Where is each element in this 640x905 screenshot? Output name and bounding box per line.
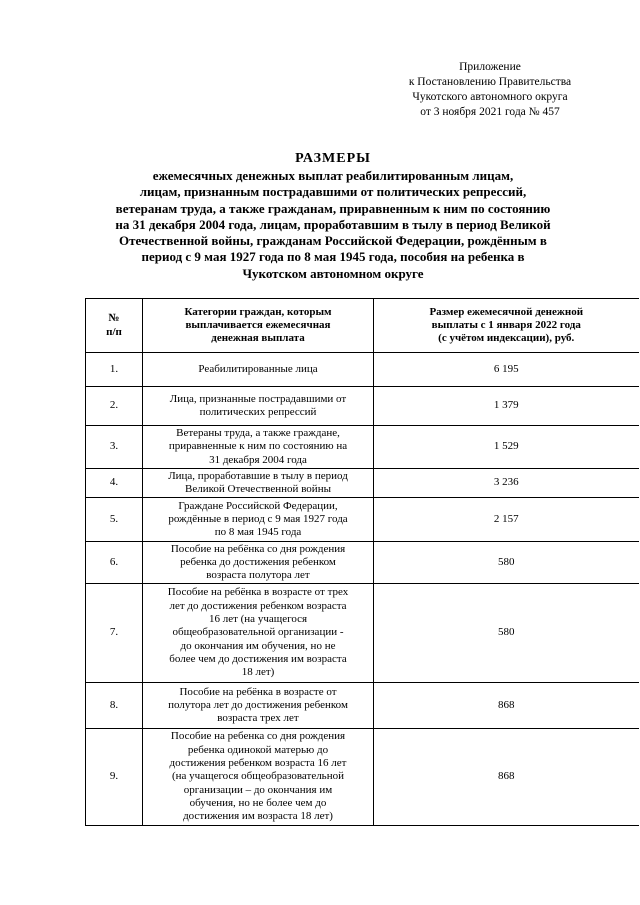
appendix-block	[380, 60, 600, 120]
category-line: достижения им возраста 18 лет)	[183, 810, 333, 823]
category-line: возраста трех лет	[217, 712, 299, 725]
appendix-line: Приложение	[459, 61, 521, 73]
payments-table-wrapper	[85, 298, 639, 826]
header-text: №	[108, 312, 120, 325]
table-header-row	[86, 299, 639, 353]
subtitle-line: лицам, признанным пострадавшими от политических репрессий,	[139, 184, 527, 200]
header-text: п/п	[106, 325, 122, 338]
row-number: 3.	[86, 426, 143, 469]
row-number: 5.	[86, 498, 143, 542]
category-line: Пособие на ребенка со дня рождения	[170, 730, 346, 743]
header-text: выплаты с 1 января 2022 года	[431, 318, 581, 331]
row-amount: 580	[374, 542, 639, 584]
header-number	[86, 299, 143, 353]
category-line: Пособие на ребёнка в возрасте от трех	[167, 586, 349, 599]
row-number: 1.	[86, 353, 143, 387]
row-number: 7.	[86, 584, 143, 683]
row-category	[143, 387, 374, 426]
row-category	[143, 729, 374, 826]
header-text: Размер ежемесячной денежной	[429, 305, 584, 318]
row-amount: 2 157	[374, 498, 639, 542]
subtitle-line: ежемесячных денежных выплат реабилитированным лицам,	[152, 168, 514, 183]
category-line: (на учащегося общеобразовательной	[172, 770, 344, 783]
row-category	[143, 469, 374, 498]
category-line: Лица, признанные пострадавшими от	[169, 392, 347, 405]
row-number: 9.	[86, 729, 143, 826]
row-category	[143, 353, 374, 387]
header-text: Категории граждан, которым	[184, 305, 332, 318]
row-number: 2.	[86, 387, 143, 426]
category-line: Граждане Российской Федерации,	[178, 499, 338, 512]
appendix-line: Чукотского автономного округа	[412, 91, 568, 103]
row-number: 8.	[86, 683, 143, 729]
row-category	[143, 426, 374, 469]
header-text: денежная выплата	[211, 332, 305, 345]
header-category	[143, 299, 374, 353]
subtitle-line: Отечественной войны, гражданам Российской Федерации, рождённым в	[119, 233, 547, 249]
table-row	[86, 683, 639, 729]
row-amount: 868	[374, 729, 639, 826]
category-line: более чем до достижения им возраста	[169, 652, 347, 665]
category-line: Ветераны труда, а также граждане,	[176, 427, 340, 440]
subtitle-line: ветеранам труда, а также гражданам, приравненным к ним по состоянию	[115, 200, 551, 216]
category-line: приравненные к ним по состоянию на	[168, 440, 348, 453]
category-line: Великой Отечественной войны	[185, 483, 331, 495]
category-line: до окончания им обучения, но не	[180, 639, 336, 652]
row-category	[143, 584, 374, 683]
row-amount: 580	[374, 584, 639, 683]
category-line: Пособие на ребёнка со дня рождения	[170, 542, 346, 555]
row-amount: 6 195	[374, 353, 639, 387]
category-line: полутора лет до достижения ребенком	[168, 698, 348, 711]
row-category	[143, 542, 374, 584]
row-amount: 1 379	[374, 387, 639, 426]
table-row	[86, 353, 639, 387]
row-amount: 1 529	[374, 426, 639, 469]
category-line: 18 лет)	[241, 666, 275, 679]
category-line: лет до достижения ребенком возраста	[169, 599, 347, 612]
payments-table	[85, 298, 639, 826]
table-row	[86, 542, 639, 584]
table-row	[86, 498, 639, 542]
header-amount	[374, 299, 639, 353]
header-text: выплачивается ежемесячная	[185, 318, 331, 331]
category-line: Реабилитированные лица	[198, 362, 318, 375]
category-line: достижения ребенком возраста 16 лет	[169, 757, 347, 770]
category-line: Лица, проработавшие в тылу в период	[168, 469, 348, 482]
category-line: 16 лет (на учащегося	[208, 613, 308, 626]
row-amount: 3 236	[374, 469, 639, 498]
row-category	[143, 683, 374, 729]
category-line: по 8 мая 1945 года	[214, 526, 302, 539]
table-row	[86, 729, 639, 826]
table-row	[86, 426, 639, 469]
row-number: 4.	[86, 469, 143, 498]
row-number: 6.	[86, 542, 143, 584]
appendix-line: к Постановлению Правительства	[408, 76, 572, 88]
row-amount: 868	[374, 683, 639, 729]
table-row	[86, 584, 639, 683]
category-line: обучения, но не более чем до	[189, 796, 327, 809]
table-row	[86, 469, 639, 498]
category-line: возраста полутора лет	[206, 569, 310, 582]
table-row	[86, 387, 639, 426]
title-block	[68, 150, 598, 282]
header-text: (с учётом индексации), руб.	[438, 332, 575, 345]
row-category	[143, 498, 374, 542]
category-line: рождённые в период с 9 мая 1927 года	[168, 512, 348, 525]
category-line: Пособие на ребёнка в возрасте от	[179, 685, 337, 698]
category-line: ребенка до достижения ребенком	[180, 555, 336, 568]
subtitle-line: Чукотском автономном округе	[242, 265, 424, 281]
appendix-line: от 3 ноября 2021 года № 457	[420, 106, 560, 118]
category-line: общеобразовательной организации -	[172, 626, 344, 639]
document-title: РАЗМЕРЫ	[295, 151, 371, 166]
category-line: организации – до окончания им	[183, 783, 333, 796]
document-subtitle	[68, 168, 598, 282]
category-line: ребенка одинокой матерью до	[187, 743, 329, 756]
subtitle-line: на 31 декабря 2004 года, лицам, проработавшим в тылу в период Великой	[115, 216, 551, 232]
category-line: 31 декабря 2004 года	[209, 453, 307, 466]
category-line: политических репрессий	[199, 406, 317, 418]
subtitle-line: период с 9 мая 1927 года по 8 мая 1945 года, пособия на ребенка в	[141, 249, 525, 265]
